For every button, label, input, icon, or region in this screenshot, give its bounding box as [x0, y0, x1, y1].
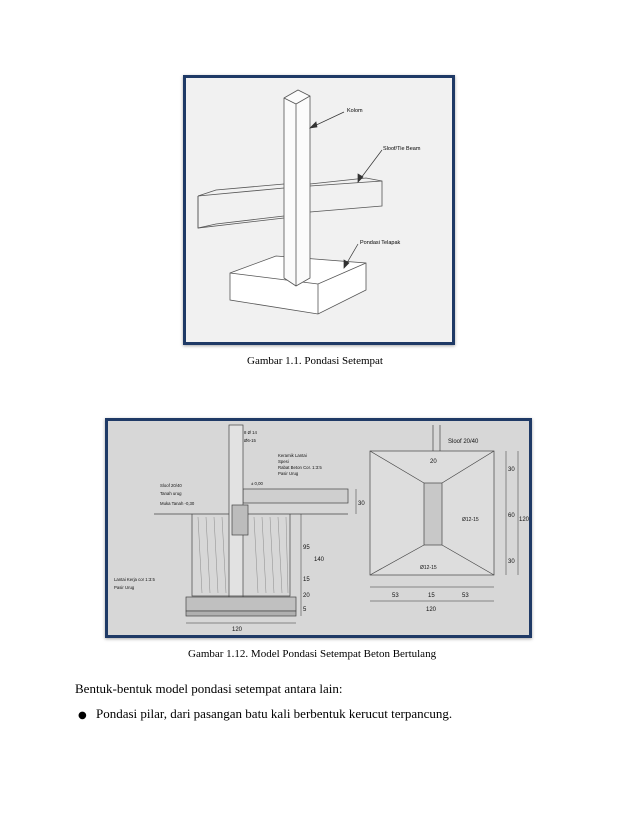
dim-top-20: 20 [430, 459, 437, 465]
dim-bottom-15: 15 [428, 593, 435, 599]
label-tanah-urug: Tanah urug [160, 491, 182, 496]
dim-95: 95 [303, 545, 310, 551]
label-rebar-horizontal: Ø12-15 [420, 565, 437, 571]
dim-120-left: 120 [232, 627, 243, 633]
dim-right-120: 120 [519, 517, 529, 523]
figure1-caption: Gambar 1.1. Pondasi Setempat [247, 355, 383, 367]
foundation-detail-drawing [108, 421, 529, 635]
dim-5: 5 [303, 607, 307, 613]
dim-30: 30 [358, 501, 365, 507]
label-rebar-main: 8 Ø 14 [244, 430, 257, 435]
isometric-foundation-drawing [186, 78, 452, 342]
figure-foundation-detail [105, 418, 532, 638]
label-rebar-vertical: Ø12-15 [462, 517, 479, 523]
label-stirrup: Ø6-15 [244, 438, 256, 443]
dim-right-30b: 30 [508, 559, 515, 565]
label-sloof: Sloof/Tie Beam [383, 146, 421, 152]
label-muka-tanah: Muka Tanah -0,30 [160, 501, 195, 506]
dim-15: 15 [303, 577, 310, 583]
dim-bottom-53b: 53 [462, 593, 469, 599]
label-rabat: Rabat Beton Cor. 1:3:5 [278, 465, 322, 470]
label-keramik: Keramik Lantai [278, 453, 307, 458]
dim-140: 140 [314, 557, 325, 563]
dim-right-30a: 30 [508, 467, 515, 473]
intro-paragraph: Bentuk-bentuk model pondasi setempat antara lain: [75, 681, 343, 696]
label-lantai-kerja: Lantai Kerja cor 1:3:5 [114, 577, 155, 582]
label-spesi: Spesi [278, 459, 289, 464]
figure-isometric-foundation [183, 75, 455, 345]
label-elevation: ± 0,00 [251, 481, 263, 486]
label-pasir-urug-2: Pasir Urug [278, 471, 299, 476]
label-sloof-right: Sloof 20/40 [448, 439, 479, 445]
label-pondasi-telapak: Pondasi Telapak [360, 240, 401, 246]
figure2-caption: Gambar 1.12. Model Pondasi Setempat Beton Bertulang [188, 648, 437, 660]
label-kolom: Kolom [347, 108, 363, 114]
bullet-icon: ● [78, 710, 87, 721]
bullet-list-item [78, 706, 452, 722]
dim-20: 20 [303, 593, 310, 599]
dim-right-60: 60 [508, 513, 515, 519]
dim-bottom-120: 120 [426, 607, 437, 613]
label-sloof-left: Sloof 20/40 [160, 483, 182, 488]
bullet-text: Pondasi pilar, dari pasangan batu kali berbentuk kerucut terpancung. [96, 706, 453, 721]
dim-bottom-53a: 53 [392, 593, 399, 599]
label-pasir-urug: Pasir Urug [114, 585, 135, 590]
